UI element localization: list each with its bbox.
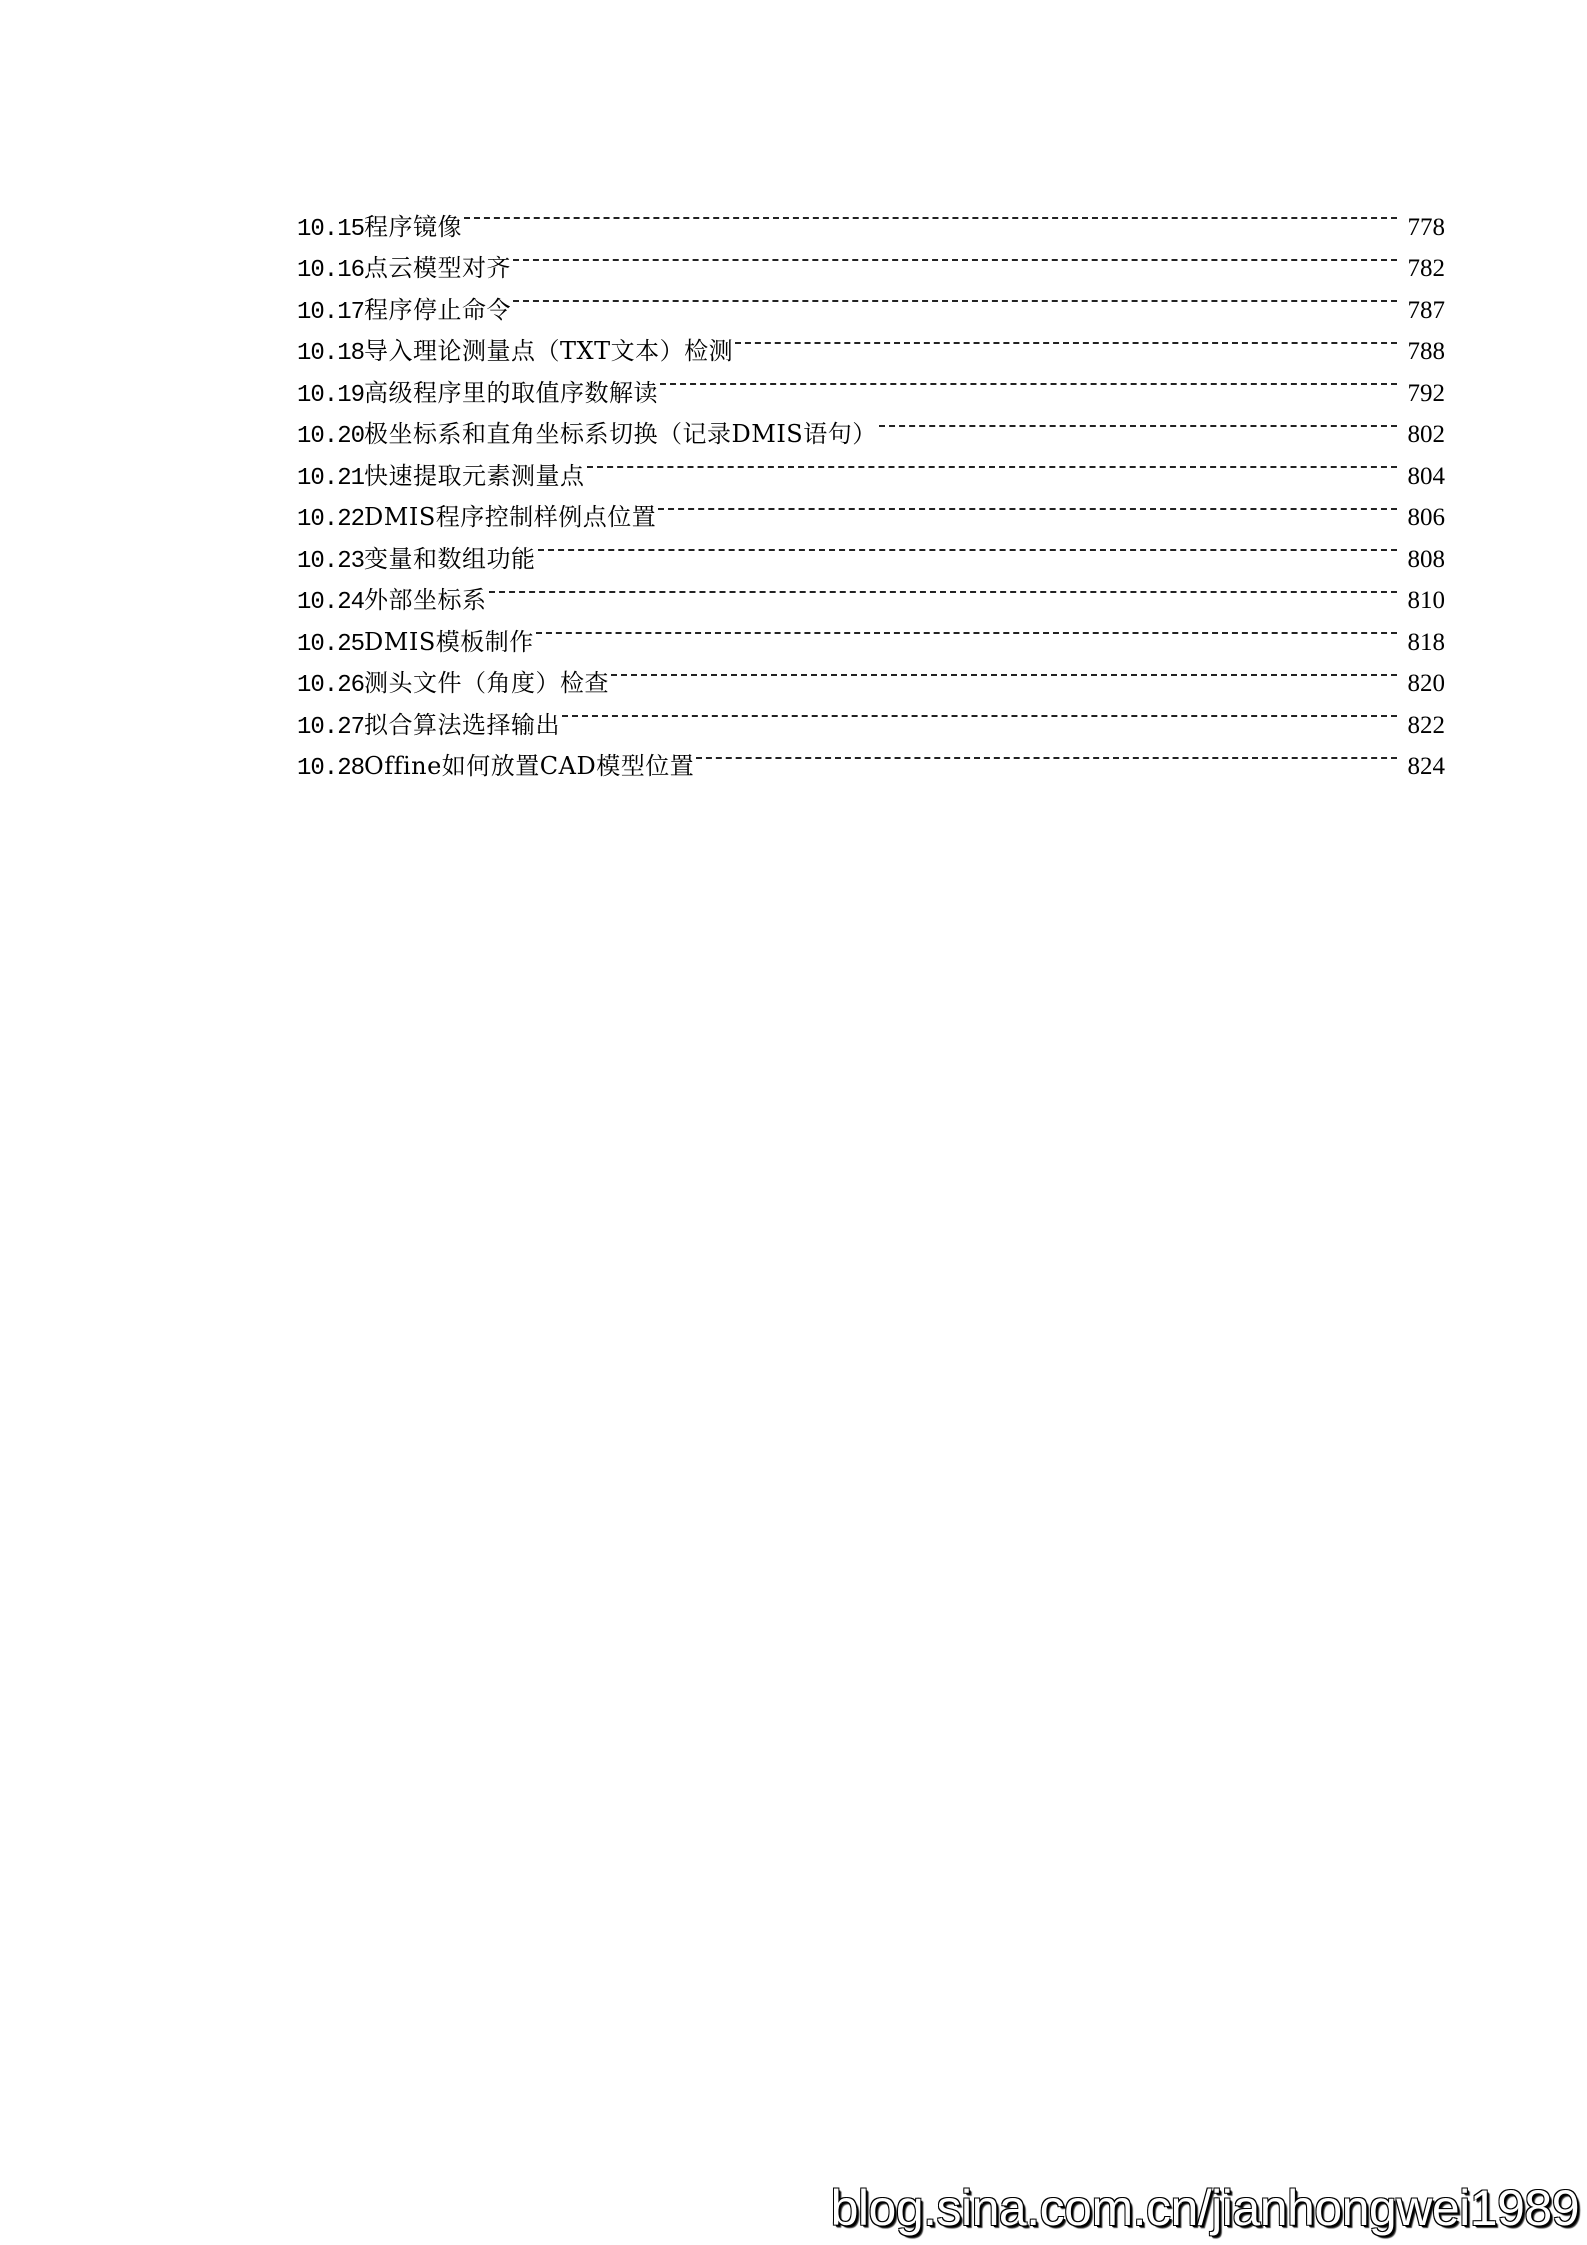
- page-number: 818: [1407, 628, 1445, 656]
- dot-leader: [696, 733, 1397, 775]
- dot-leader: [587, 442, 1397, 484]
- dot-leader: [658, 484, 1397, 526]
- section-title: 点云模型对齐: [364, 254, 512, 282]
- section-number: 10.28: [297, 755, 365, 782]
- section-title: 程序停止命令: [364, 295, 512, 324]
- page-number: 808: [1407, 545, 1445, 573]
- dot-leader: [513, 235, 1397, 277]
- section-number: 10.19: [297, 381, 365, 409]
- page-number: 804: [1407, 462, 1445, 490]
- page-number: 802: [1407, 421, 1445, 448]
- section-number: 10.20: [297, 423, 365, 450]
- section-title: 外部坐标系: [364, 586, 487, 614]
- section-number: 10.21: [297, 464, 365, 492]
- section-number: 10.23: [297, 547, 365, 575]
- dot-leader: [611, 650, 1397, 692]
- section-title: 程序镜像: [364, 212, 463, 241]
- section-number: 10.18: [297, 340, 365, 367]
- page-number: 792: [1407, 379, 1445, 407]
- table-of-contents: [297, 193, 1445, 782]
- page-number: 820: [1407, 670, 1445, 697]
- page-number: 824: [1407, 753, 1445, 780]
- dot-leader: [538, 525, 1397, 567]
- section-title: 导入理论测量点（TXT文本）检测: [364, 337, 734, 365]
- page-number: 778: [1407, 213, 1445, 241]
- dot-leader: [735, 318, 1397, 360]
- dot-leader: [536, 608, 1397, 650]
- section-number: 10.15: [297, 215, 365, 243]
- section-title: 测头文件（角度）检查: [364, 669, 610, 697]
- section-title: Offine如何放置CAD模型位置: [364, 752, 695, 780]
- toc-entry[interactable]: [297, 235, 1445, 284]
- page-number: 788: [1407, 338, 1445, 365]
- dot-leader: [513, 276, 1397, 318]
- section-title: 快速提取元素测量点: [364, 461, 585, 490]
- section-title: 变量和数组功能: [364, 544, 536, 573]
- watermark: blog.sina.com.cn/jianhongwei1989: [830, 2180, 1579, 2236]
- page-number: 822: [1407, 711, 1445, 739]
- dot-leader: [464, 193, 1397, 235]
- section-number: 10.27: [297, 713, 365, 741]
- dot-leader: [660, 359, 1397, 401]
- page-number: 782: [1407, 255, 1445, 282]
- section-title: 高级程序里的取值序数解读: [364, 378, 659, 407]
- section-title: 拟合算法选择输出: [364, 710, 561, 739]
- section-number: 10.17: [297, 298, 365, 326]
- dot-leader: [562, 691, 1397, 733]
- page-number: 806: [1407, 504, 1445, 531]
- section-number: 10.16: [297, 257, 365, 284]
- section-number: 10.24: [297, 589, 365, 616]
- section-number: 10.22: [297, 506, 365, 533]
- section-title: DMIS模板制作: [364, 627, 534, 656]
- dot-leader: [879, 401, 1397, 443]
- toc-entry[interactable]: [297, 193, 1445, 243]
- section-title: 极坐标系和直角坐标系切换（记录DMIS语句）: [364, 420, 877, 448]
- section-number: 10.26: [297, 672, 365, 699]
- page-number: 810: [1407, 587, 1445, 614]
- page-number: 787: [1407, 296, 1445, 324]
- section-title: DMIS程序控制样例点位置: [364, 503, 657, 531]
- dot-leader: [489, 567, 1397, 609]
- section-number: 10.25: [297, 630, 365, 658]
